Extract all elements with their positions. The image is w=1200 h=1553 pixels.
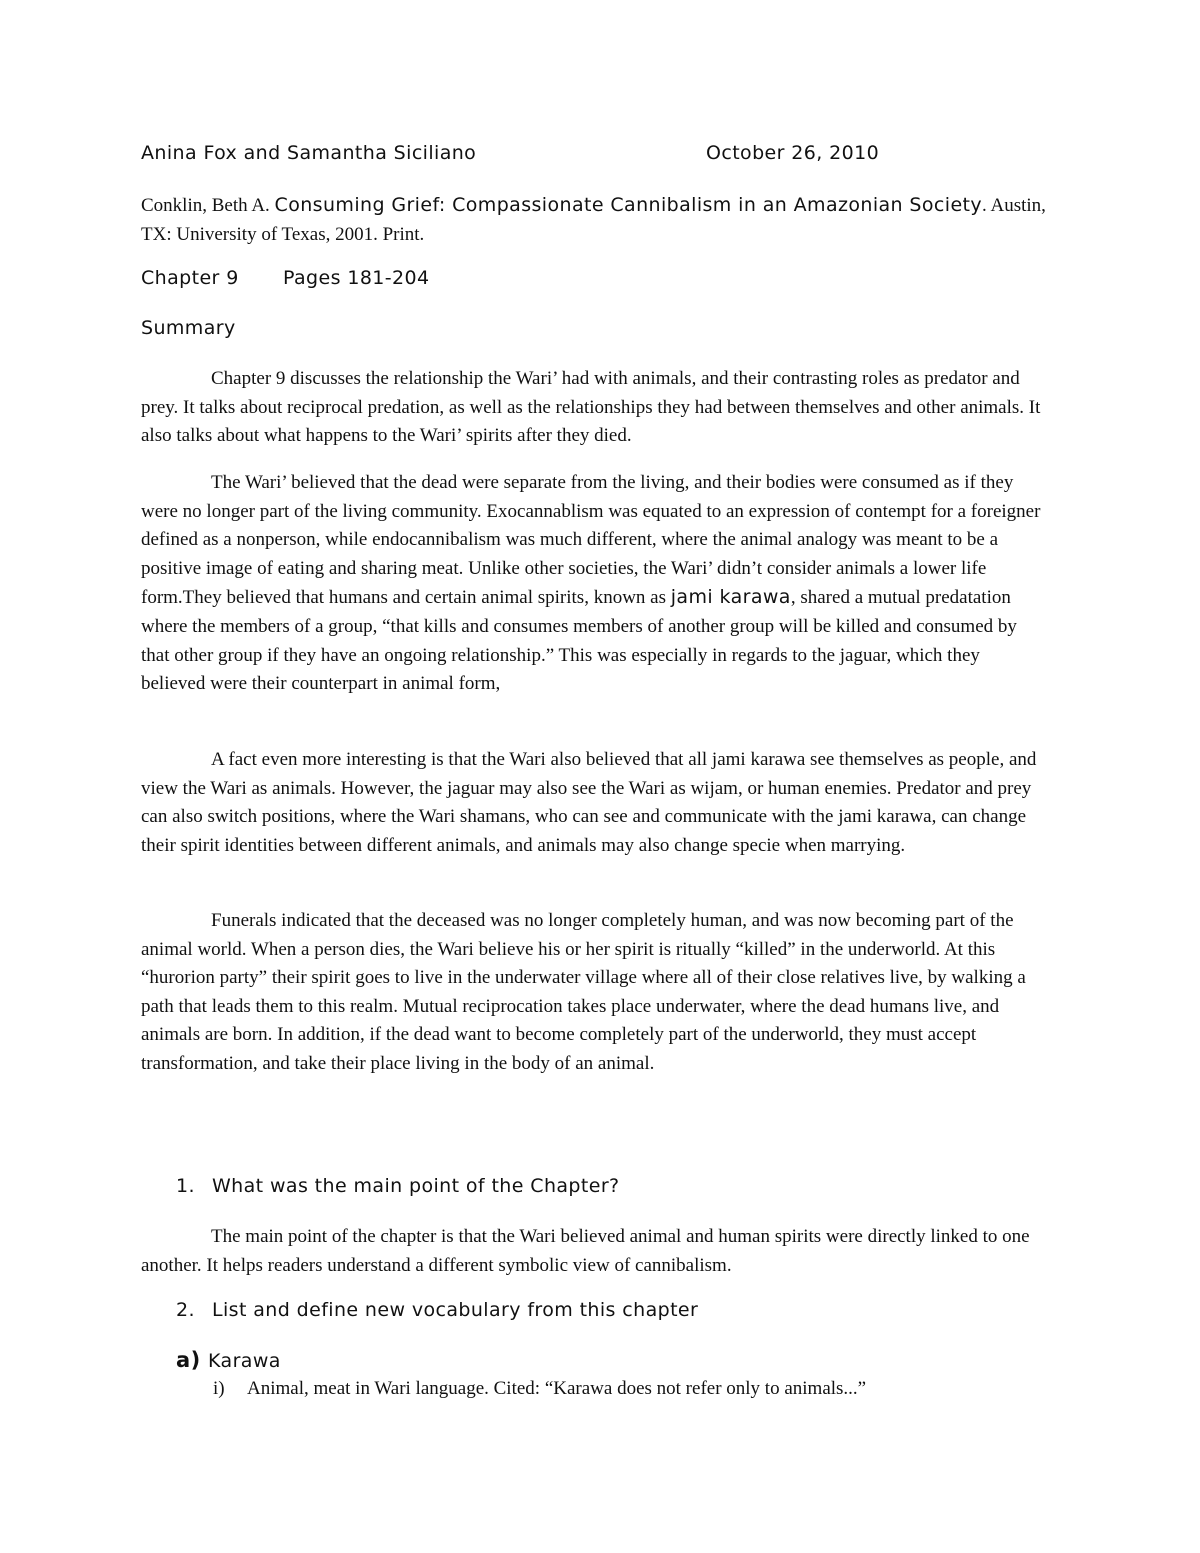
citation bbox=[141, 191, 1051, 250]
vocab-definition-text: Animal, meat in Wari language. Cited: “Karawa does not refer only to animals...” bbox=[247, 1378, 867, 1399]
summary-paragraph-3: A fact even more interesting is that the Wari also believed that all jami karawa see themselves as people, and view the Wari as animals. However, the jaguar may also see the Wari as wijam, or human enemies. Predator and prey can also switch positions, where the Wari shamans, who can see and communicate with the jami karawa, can change their spirit identities between different animals, and animals may also change specie when marrying. bbox=[141, 749, 1037, 856]
chapter-label: Chapter 9 bbox=[141, 267, 239, 289]
date: October 26, 2010 bbox=[706, 142, 880, 164]
summary-paragraph-1: Chapter 9 discusses the relationship the Wari’ had with animals, and their contrasting roles as predator and prey. It talks about reciprocal predation, as well as the relationships they had between themselves and other animals. It also talks about what happens to the Wari’ spirits after they died. bbox=[141, 368, 1041, 447]
vocab-item-a-label: a) bbox=[176, 1348, 201, 1372]
vocab-item-a-term: Karawa bbox=[208, 1350, 281, 1372]
citation-publication: . Austin, TX: University of Texas, 2001. Print. bbox=[141, 195, 1046, 245]
summary-heading: Summary bbox=[141, 317, 236, 339]
paragraph-2-before: The Wari’ believed that the dead were separate from the living, and their bodies were consumed as if they were no longer part of the living community. Exocannablism was equated to an expression of contempt for a foreigner defined as a nonperson, while endocannibalism was much different, where the animal analogy was meant to be a positive image of eating and sharing meat. Unlike other societies, the Wari’ didn’t consider animals a lower life form.They believed that humans and certain animal spirits, known as bbox=[141, 472, 1041, 609]
citation-author: Conklin, Beth A. bbox=[141, 195, 275, 216]
question-2-number: 2. bbox=[176, 1299, 195, 1321]
question-1-answer: The main point of the chapter is that the Wari believed animal and human spirits were directly linked to one another. It helps readers understand a different symbolic view of cannibalism. bbox=[141, 1226, 1030, 1276]
chapter-pages: Pages 181-204 bbox=[283, 267, 430, 289]
summary-paragraph-2 bbox=[141, 469, 1046, 699]
question-1 bbox=[176, 1175, 620, 1197]
question-1-text: What was the main point of the Chapter? bbox=[212, 1175, 620, 1197]
chapter-row bbox=[141, 267, 430, 289]
paragraph-2-after: , shared a mutual predatation where the members of a group, “that kills and consumes members of another group will be killed and consumed by that other group if they have an ongoing relationship.” This was especially in regards to the jaguar, which they believed were their counterpart in animal form, bbox=[141, 587, 1017, 695]
question-2-text: List and define new vocabulary from this chapter bbox=[212, 1299, 699, 1321]
vocab-definition-label: i) bbox=[213, 1378, 225, 1399]
vocab-item-a-definition bbox=[213, 1378, 866, 1400]
summary-paragraph-4: Funerals indicated that the deceased was no longer completely human, and was now becoming part of the animal world. When a person dies, the Wari believe his or her spirit is ritually “killed” in the underworld. At this “hurorion party” their spirit goes to live in the underwater village where all of their close relatives live, by walking a path that leads them to this realm. Mutual reciprocation takes place underwater, where the dead humans live, and animals are born. In addition, if the dead want to become completely part of the underworld, they must accept transformation, and take their place living in the body of an animal. bbox=[141, 910, 1026, 1074]
header-row bbox=[141, 142, 1061, 168]
question-1-number: 1. bbox=[176, 1175, 195, 1197]
paragraph-2-term: jami karawa bbox=[670, 586, 791, 609]
authors: Anina Fox and Samantha Siciliano bbox=[141, 142, 477, 164]
vocab-item-a bbox=[176, 1348, 281, 1372]
question-2 bbox=[176, 1299, 698, 1321]
citation-title: Consuming Grief: Compassionate Cannibalism in an Amazonian Society bbox=[274, 194, 983, 216]
